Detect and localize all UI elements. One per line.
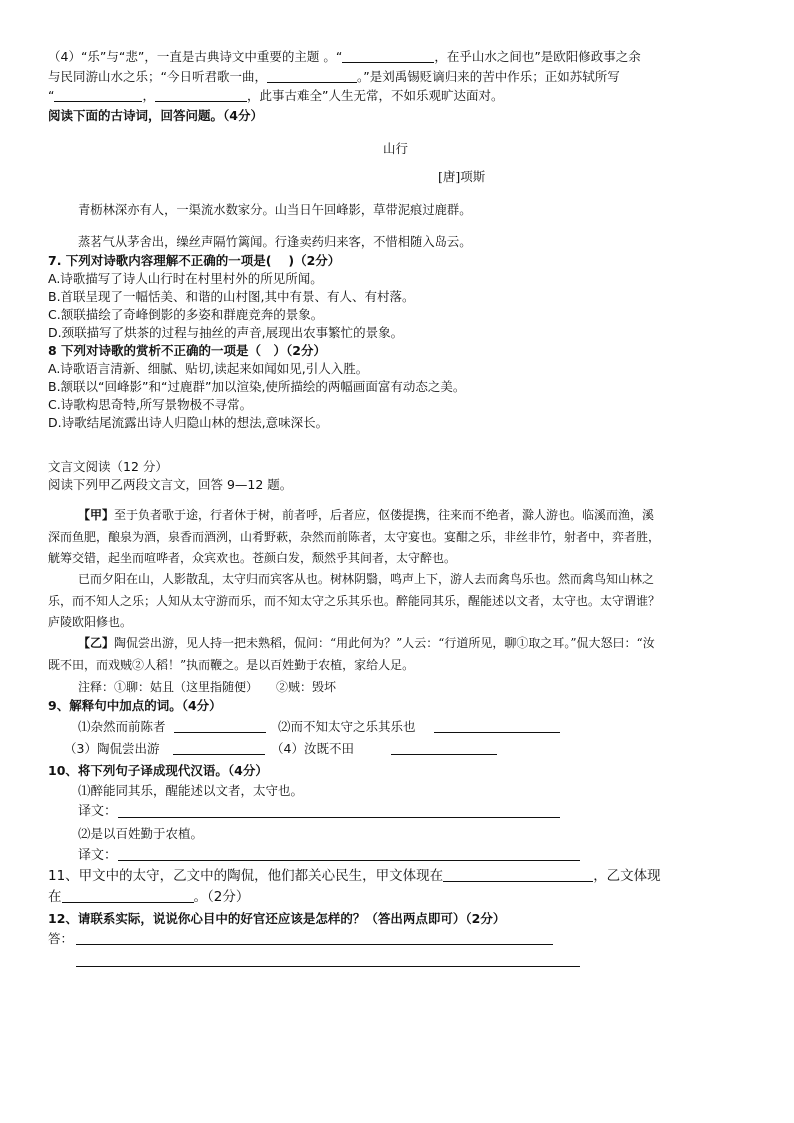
classical-instruction: 阅读下列甲乙两段文言文，回答 9—12 题。 — [48, 477, 293, 492]
yi-line-2: 既不田，而戏贼②人稻！”执而鞭之。是以百姓勤于农植，家给人足。 — [48, 658, 415, 672]
jia-line-4: 已而夕阳在山，人影散乱，太守归而宾客从也。树林阴翳，鸣声上下，游人去而禽鸟乐也。然而禽鸟知山林之 — [78, 572, 655, 586]
q10-sentence-1: ⑴醉能同其乐，醒能述以文者，太守也。 — [78, 783, 304, 798]
q4-line-2 — [48, 68, 620, 86]
q8-option-b[interactable]: B.颔联以“回峰影”和“过鹿群”加以渲染,使所描绘的两幅画面富有动态之美。 — [48, 379, 466, 394]
q9-answer-4[interactable] — [391, 754, 497, 755]
q4-text: ， — [142, 88, 155, 103]
q9-answer-2[interactable] — [434, 732, 560, 733]
q9-item-2: ⑵而不知太守之乐其乐也 — [278, 719, 416, 734]
q10-stem: 10、将下列句子译成现代汉语。（4分） — [48, 763, 268, 778]
q7-option-c[interactable]: C.颔联描绘了奇峰倒影的多姿和群鹿竞奔的景象。 — [48, 307, 324, 322]
q11-blank-2[interactable] — [62, 889, 194, 903]
jia-text: 至于负者歌于途，行者休于树，前者呼，后者应，伛偻提携，往来而不绝者，滁人游也。临溪而渔，溪 — [114, 508, 655, 522]
jia-line-2: 深而鱼肥，酿泉为酒，泉香而酒洌，山肴野蔌，杂然而前陈者，太守宴也。宴酣之乐，非丝非竹，射者中，弈者胜， — [48, 530, 661, 544]
q11-text: 在 — [48, 889, 62, 905]
q11-line-1 — [48, 867, 661, 885]
yi-line-1 — [78, 634, 655, 652]
q9-item-1: ⑴杂然而前陈者 — [78, 719, 166, 734]
poem-line-1: 青枥林深亦有人，一渠流水数家分。山当日午回峰影，草带泥痕过鹿群。 — [78, 203, 472, 217]
q4-blank-3[interactable] — [54, 88, 142, 102]
q4-text: ，此事古难全”人生无常，不如乐观旷达面对。 — [247, 88, 504, 103]
q9-answer-3[interactable] — [173, 754, 265, 755]
q12-answer-line-2[interactable] — [76, 966, 580, 967]
q8-option-d[interactable]: D.诗歌结尾流露出诗人归隐山林的想法,意味深长。 — [48, 415, 329, 430]
q10-translation-label-1: 译文： — [78, 804, 118, 819]
q4-text: “ — [48, 88, 55, 103]
poem-title: 山行 — [383, 141, 409, 156]
q12-answer-label: 答： — [48, 931, 74, 946]
q4-line-3 — [48, 87, 503, 105]
q12-answer-line-1[interactable] — [76, 944, 553, 945]
q10-translation-label-2: 译文： — [78, 848, 118, 863]
q10-translation-2[interactable] — [118, 860, 580, 861]
jia-line-1 — [78, 506, 654, 524]
q8-stem: 8 下列对诗歌的赏析不正确的一项是（ ）（2分） — [48, 343, 326, 358]
jia-line-5: 乐，而不知人之乐；人知从太守游而乐，而不知太守之乐其乐也。醉能同其乐，醒能述以文者，太守也。太守谓谁？ — [48, 594, 661, 608]
q11-text: ，乙文体现 — [593, 868, 661, 884]
yi-label: 【乙】 — [78, 636, 115, 650]
q4-text: 。”是刘禹锡贬谪归来的苦中作乐；正如苏轼所写 — [356, 69, 620, 84]
q7-option-b[interactable]: B.首联呈现了一幅恬美、和谐的山村图,其中有景、有人、有村落。 — [48, 289, 415, 304]
q4-blank-1[interactable] — [342, 49, 434, 63]
q11-text: 11、甲文中的太守，乙文中的陶侃，他们都关心民生，甲文体现在 — [48, 868, 444, 884]
q9-item-3: （3）陶侃尝出游 — [64, 741, 160, 756]
q7-option-a[interactable]: A.诗歌描写了诗人山行时在村里村外的所见所闻。 — [48, 271, 323, 286]
q11-text: 。（2分） — [193, 889, 250, 905]
poem-line-2: 蒸茗气从茅舍出，缲丝声隔竹篱闻。行逢卖药归来客，不惜相随入岛云。 — [78, 235, 472, 249]
q7-option-d[interactable]: D.颈联描写了烘茶的过程与抽丝的声音,展现出农事繁忙的景象。 — [48, 325, 404, 340]
q8-option-a[interactable]: A.诗歌语言清新、细腻、贴切,读起来如闻如见,引人入胜。 — [48, 361, 369, 376]
jia-line-6: 庐陵欧阳修也。 — [48, 615, 133, 629]
q4-line-1 — [48, 48, 641, 66]
poem-author: [唐]项斯 — [438, 169, 486, 184]
q9-answer-1[interactable] — [174, 732, 266, 733]
q7-stem: 7. 下列对诗歌内容理解不正确的一项是( )（2分） — [48, 253, 341, 268]
q4-text: 与民同游山水之乐；“今日听君歌一曲， — [48, 69, 267, 84]
q4-text: ，在乎山水之间也”是欧阳修政事之余 — [434, 49, 641, 64]
q12-stem: 12、请联系实际，说说你心目中的好官还应该是怎样的？（答出两点即可）（2分） — [48, 911, 506, 926]
q4-blank-2[interactable] — [267, 69, 357, 83]
q9-stem: 9、解释句中加点的词。（4分） — [48, 698, 222, 713]
q11-line-2 — [48, 888, 249, 906]
jia-label: 【甲】 — [78, 508, 115, 522]
q4-text: （4）“乐”与“悲”，一直是古典诗文中重要的主题 。“ — [48, 49, 343, 64]
q8-option-c[interactable]: C.诗歌构思奇特,所写景物极不寻常。 — [48, 397, 253, 412]
q10-sentence-2: ⑵是以百姓勤于农植。 — [78, 826, 204, 841]
jia-line-3: 觥筹交错，起坐而喧哗者，众宾欢也。苍颜白发，颓然乎其间者，太守醉也。 — [48, 551, 457, 565]
q11-blank-1[interactable] — [443, 868, 593, 882]
classical-heading: 文言文阅读（12 分） — [48, 459, 168, 474]
q9-item-4: （4）汝既不田 — [271, 741, 354, 756]
notes: 注释：①聊：姑且（这里指随便） ②贼：毁坏 — [78, 680, 337, 694]
q10-translation-1[interactable] — [118, 817, 560, 818]
yi-text: 陶侃尝出游，见人持一把未熟稻，侃问：“用此何为？”人云：“行道所见，聊①取之耳。”侃大怒曰：“汝 — [114, 636, 655, 650]
poem-heading: 阅读下面的古诗词，回答问题。（4分） — [48, 108, 263, 123]
q4-blank-4[interactable] — [155, 88, 247, 102]
